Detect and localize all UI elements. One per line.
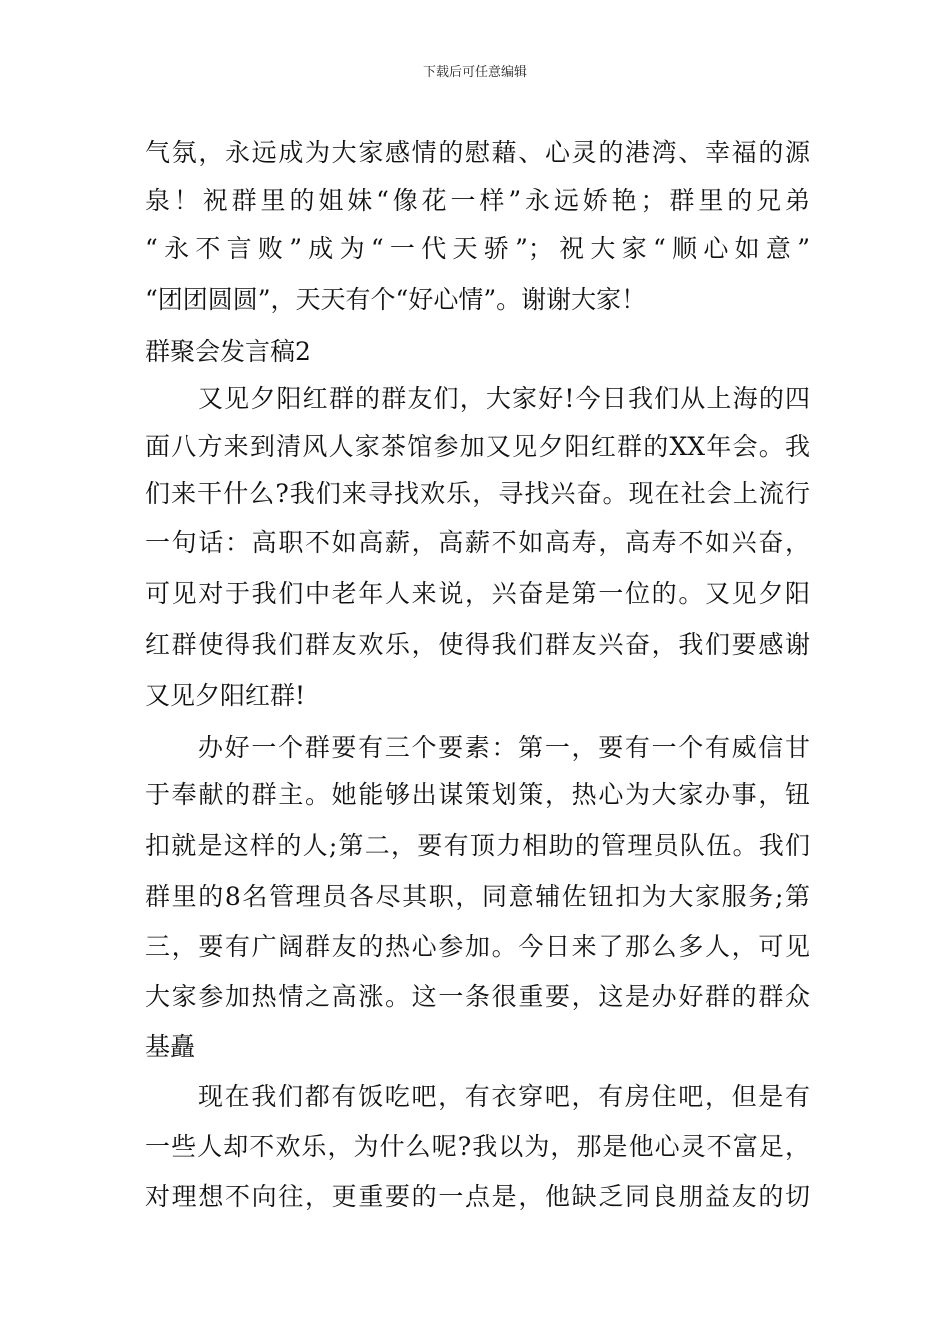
- paragraph-first-line: 现在我们都有饭吃吧，有衣穿吧，有房住吧，但是有: [198, 1082, 810, 1111]
- text-line: 面八方来到清风人家茶馆参加又见夕阳红群的XX年会。我: [145, 432, 810, 461]
- text-line: 红群使得我们群友欢乐，使得我们群友兴奋，我们要感谢: [145, 630, 810, 659]
- text-line: 可见对于我们中老年人来说，兴奋是第一位的。又见夕阳: [145, 579, 810, 608]
- paragraph-first-line: 又见夕阳红群的群友们，大家好!今日我们从上海的四: [198, 384, 810, 413]
- text-line: “团团圆圆”，天天有个“好心情”。谢谢大家！: [145, 285, 647, 314]
- paragraph-first-line: 办好一个群要有三个要素：第一，要有一个有威信甘: [198, 733, 810, 762]
- text-line: 气氛，永远成为大家感情的慰藉、心灵的港湾、幸福的源: [145, 138, 810, 167]
- text-line: 大家参加热情之高涨。这一条很重要，这是办好群的群众: [145, 982, 810, 1011]
- text-line: 群里的8名管理员各尽其职，同意辅佐钮扣为大家服务;第: [145, 882, 810, 911]
- text-line: 泉！祝群里的姐妹“像花一样”永远娇艳；群里的兄弟: [145, 186, 810, 215]
- text-line: 于奉献的群主。她能够出谋策划策，热心为大家办事，钮: [145, 780, 810, 809]
- text-line: 基矗: [145, 1032, 196, 1061]
- page-header-note: 下载后可任意编辑: [422, 65, 527, 80]
- text-line: 一句话：高职不如高薪，高薪不如高寿，高寿不如兴奋，: [145, 528, 810, 557]
- text-line: 对理想不向往，更重要的一点是，他缺乏同良朋益友的切: [145, 1182, 810, 1211]
- section-heading: 群聚会发言稿2: [145, 337, 311, 366]
- text-line: 扣就是这样的人;第二，要有顶力相助的管理员队伍。我们: [145, 831, 810, 860]
- text-line: “永不言败”成为“一代天骄”；祝大家“顺心如意”: [145, 234, 810, 263]
- text-line: 们来干什么?我们来寻找欢乐，寻找兴奋。现在社会上流行: [145, 479, 810, 508]
- text-line: 一些人却不欢乐，为什么呢?我以为，那是他心灵不富足，: [145, 1132, 810, 1161]
- text-line: 又见夕阳红群!: [145, 681, 306, 710]
- text-line: 三，要有广阔群友的热心参加。今日来了那么多人，可见: [145, 932, 810, 961]
